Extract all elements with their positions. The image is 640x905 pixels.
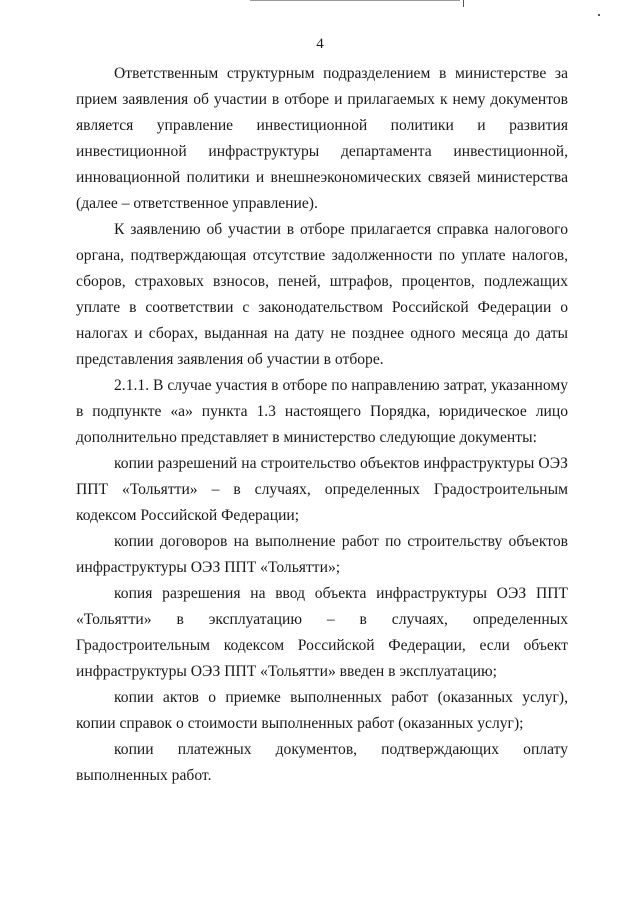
paragraph-construction-permits: копии разрешений на строительство объектов инфраструктуры ОЭЗ ППТ «Тольятти» – в случаях, определенных Градостроительным кодексом Российской Федерации; xyxy=(76,455,568,524)
page-top-edge-line xyxy=(250,0,460,1)
paragraph-tax-certificate: К заявлению об участии в отборе прилагается справка налогового органа, подтверждающая отсутствие задолженности по уплате налогов, сборов, страховых взносов, пеней, штрафов, процентов, подлежащих уплате в соответствии с законодательством Российской Федерации о налогах и сборах, выданная на дату не позднее одного месяца до даты представления заявления об участии в отборе. xyxy=(76,221,568,368)
scan-mark-corner xyxy=(598,14,600,16)
paragraph-clause-2-1-1: 2.1.1. В случае участия в отборе по направлению затрат, указанному в подпункте «а» пункта 1.3 настоящего Порядка, юридическое лицо дополнительно представляет в министерство следующие документы: xyxy=(76,377,568,446)
scan-mark-top xyxy=(463,0,464,7)
paragraph-payment-documents: копии платежных документов, подтверждающих оплату выполненных работ. xyxy=(76,741,568,784)
paragraph-construction-contracts: копии договоров на выполнение работ по строительству объектов инфраструктуры ОЭЗ ППТ «Тольятти»; xyxy=(76,533,568,576)
paragraph-acceptance-acts: копии актов о приемке выполненных работ (оказанных услуг), копии справок о стоимости выполненных работ (оказанных услуг); xyxy=(76,689,568,732)
page-number: 4 xyxy=(316,36,324,52)
document-body xyxy=(76,61,568,789)
paragraph-responsible-department: Ответственным структурным подразделением в министерстве за прием заявления об участии в отборе и прилагаемых к нему документов является управление инвестиционной политики и развития инвестиционной инфраструктуры департамента инвестиционной, инновационной политики и внешнеэкономических связей министерства (далее – ответственное управление). xyxy=(76,65,568,212)
paragraph-commissioning-permit: копия разрешения на ввод объекта инфраструктуры ОЭЗ ППТ «Тольятти» в эксплуатацию – в случаях, определенных Градостроительным кодексом Российской Федерации, если объект инфраструктуры ОЭЗ ППТ «Тольятти» введен в эксплуатацию; xyxy=(76,585,568,680)
